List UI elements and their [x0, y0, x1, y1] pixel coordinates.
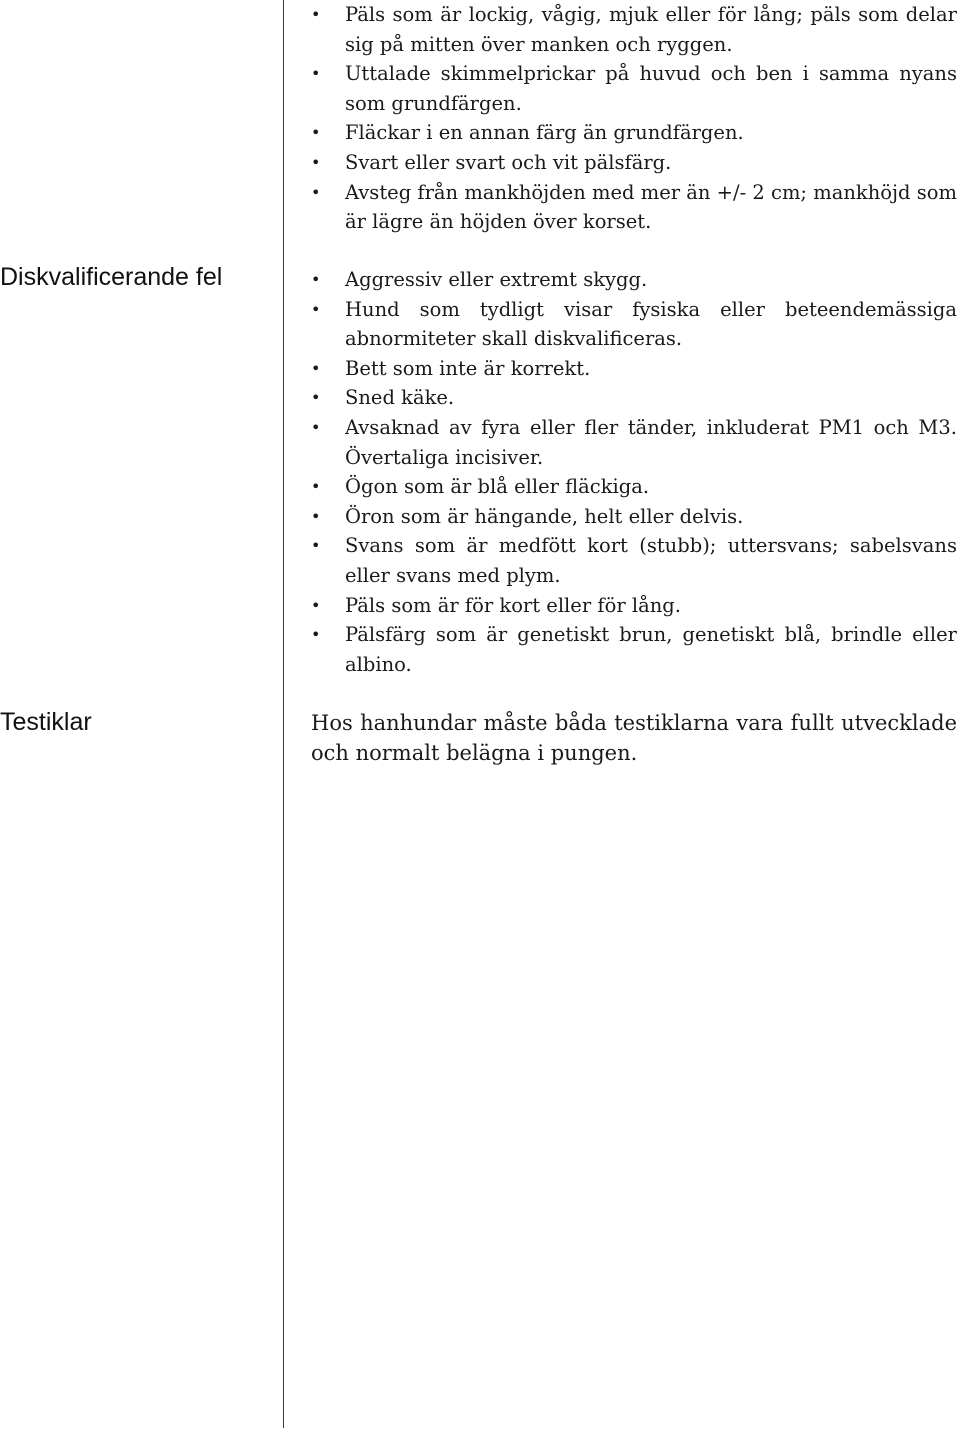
list-item-text: Bett som inte är korrekt.	[345, 356, 591, 380]
list-item	[311, 502, 957, 532]
list-item-text: Ögon som är blå eller fläckiga.	[345, 475, 650, 499]
list-item	[311, 0, 957, 59]
bullet-icon: •	[311, 152, 321, 172]
list-item	[311, 148, 957, 178]
bullet-icon: •	[311, 358, 321, 378]
bullet-icon: •	[311, 270, 321, 289]
list-item	[311, 59, 957, 118]
list-item	[311, 472, 957, 502]
bullet-icon: •	[311, 536, 321, 556]
testicles-text: Hos hanhundar måste båda testiklarna vara fullt utvecklade och normalt belägna i pungen.	[311, 711, 957, 765]
bullet-icon: •	[311, 182, 321, 202]
list-item-text: Svans som är medfött kort (stubb); uttersvans; sabelsvans eller svans med plym.	[345, 534, 957, 587]
list-item-text: Päls som är lockig, vågig, mjuk eller för lång; päls som delar sig på mitten över manken och ryggen.	[345, 3, 957, 56]
list-item-text: Avsaknad av fyra eller fler tänder, inkluderat PM1 och M3. Övertaliga incisiver.	[345, 415, 957, 469]
list-item-text: Öron som är hängande, helt eller delvis.	[345, 504, 744, 528]
list-item-text: Päls som är för kort eller för lång.	[345, 593, 681, 617]
list-item-text: Aggressiv eller extremt skygg.	[345, 268, 648, 291]
list-item-text: Hund som tydligt visar fysiska eller beteendemässiga abnormiteter skall diskvalificeras.	[345, 297, 957, 351]
list-item-text: Avsteg från mankhöjden med mer än +/- 2 cm; mankhöjd som är lägre än höjden över korset.	[345, 180, 957, 234]
list-item	[311, 265, 957, 295]
section-label-testicles: Testiklar	[0, 708, 92, 736]
section-label-disqualifying: Diskvalificerande fel	[0, 263, 223, 291]
bullet-icon: •	[311, 595, 321, 615]
bullet-icon: •	[311, 388, 321, 408]
bullet-icon: •	[311, 123, 321, 143]
list-item	[311, 383, 957, 413]
list-item-text: Uttalade skimmelprickar på huvud och ben i samma nyans som grundfärgen.	[345, 62, 957, 115]
list-item-text: Sned käke.	[345, 386, 455, 410]
column-divider	[283, 0, 284, 1428]
bullet-icon: •	[311, 64, 321, 84]
list-item	[311, 620, 957, 679]
list-item	[311, 178, 957, 237]
list-item-text: Pälsfärg som är genetiskt brun, genetiskt blå, brindle eller albino.	[345, 623, 957, 676]
list-item-text: Svart eller svart och vit pälsfärg.	[345, 150, 672, 174]
disqualifying-list	[311, 265, 957, 679]
list-item	[311, 295, 957, 354]
fault-list	[311, 0, 957, 237]
bullet-icon: •	[311, 299, 321, 319]
list-item	[311, 531, 957, 590]
list-item	[311, 118, 957, 148]
bullet-icon: •	[311, 5, 321, 24]
bullet-icon: •	[311, 506, 321, 526]
bullet-icon: •	[311, 477, 321, 497]
list-item-text: Fläckar i en annan färg än grundfärgen.	[345, 121, 744, 145]
bullet-icon: •	[311, 625, 321, 645]
list-item	[311, 354, 957, 384]
list-item	[311, 591, 957, 621]
bullet-icon: •	[311, 417, 321, 437]
list-item	[311, 413, 957, 472]
